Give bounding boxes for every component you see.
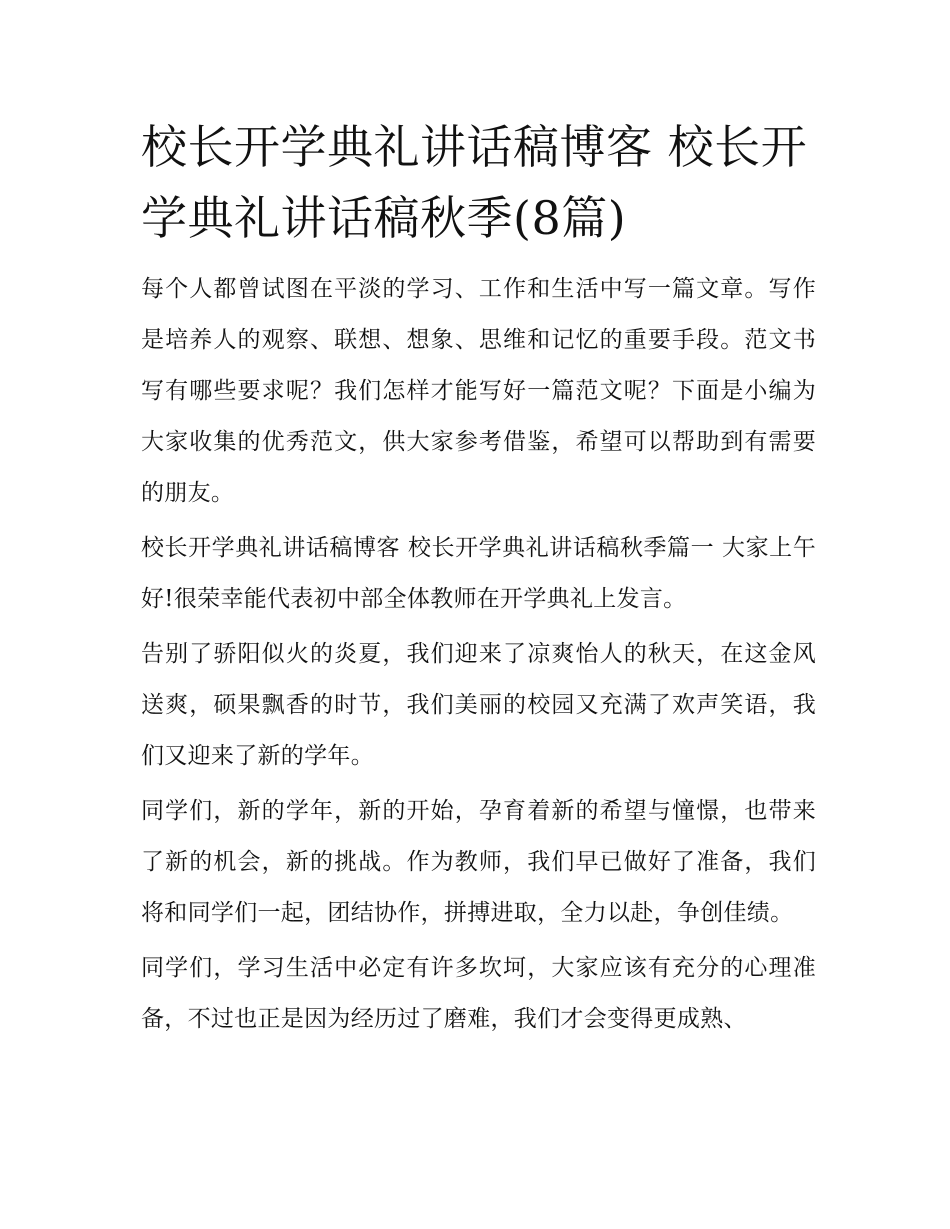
document-title: 校长开学典礼讲话稿博客 校长开学典礼讲话稿秋季(8篇): [141, 120, 808, 245]
hardship-paragraph: 同学们，学习生活中必定有许多坎坷，大家应该有充分的心理准备，不过也正是因为经历过了磨难，我们才会变得更成熟、: [141, 955, 816, 1032]
new-school-year-paragraph: 同学们，新的学年，新的开始，孕育着新的希望与憧憬，也带来了新的机会，新的挑战。作为教师，我们早已做好了准备，我们将和同学们一起，团结协作，拼搏进取，全力以赴，争创佳绩。: [141, 798, 816, 926]
document-body: [141, 112, 816, 1049]
intro-paragraph: 每个人都曾试图在平淡的学习、工作和生活中写一篇文章。写作是培养人的观察、联想、想象、思维和记忆的重要手段。范文书写有哪些要求呢？我们怎样才能写好一篇范文呢？下面是小编为大家收集的优秀范文，供大家参考借鉴，希望可以帮助到有需要的朋友。: [141, 276, 816, 506]
autumn-paragraph: 告别了骄阳似火的炎夏，我们迎来了凉爽怡人的秋天，在这金风送爽，硕果飘香的时节，我们美丽的校园又充满了欢声笑语，我们又迎来了新的学年。: [141, 641, 816, 769]
section-one-opening-paragraph: 校长开学典礼讲话稿博客 校长开学典礼讲话稿秋季篇一 大家上午好!很荣幸能代表初中部全体教师在开学典礼上发言。: [141, 535, 816, 612]
